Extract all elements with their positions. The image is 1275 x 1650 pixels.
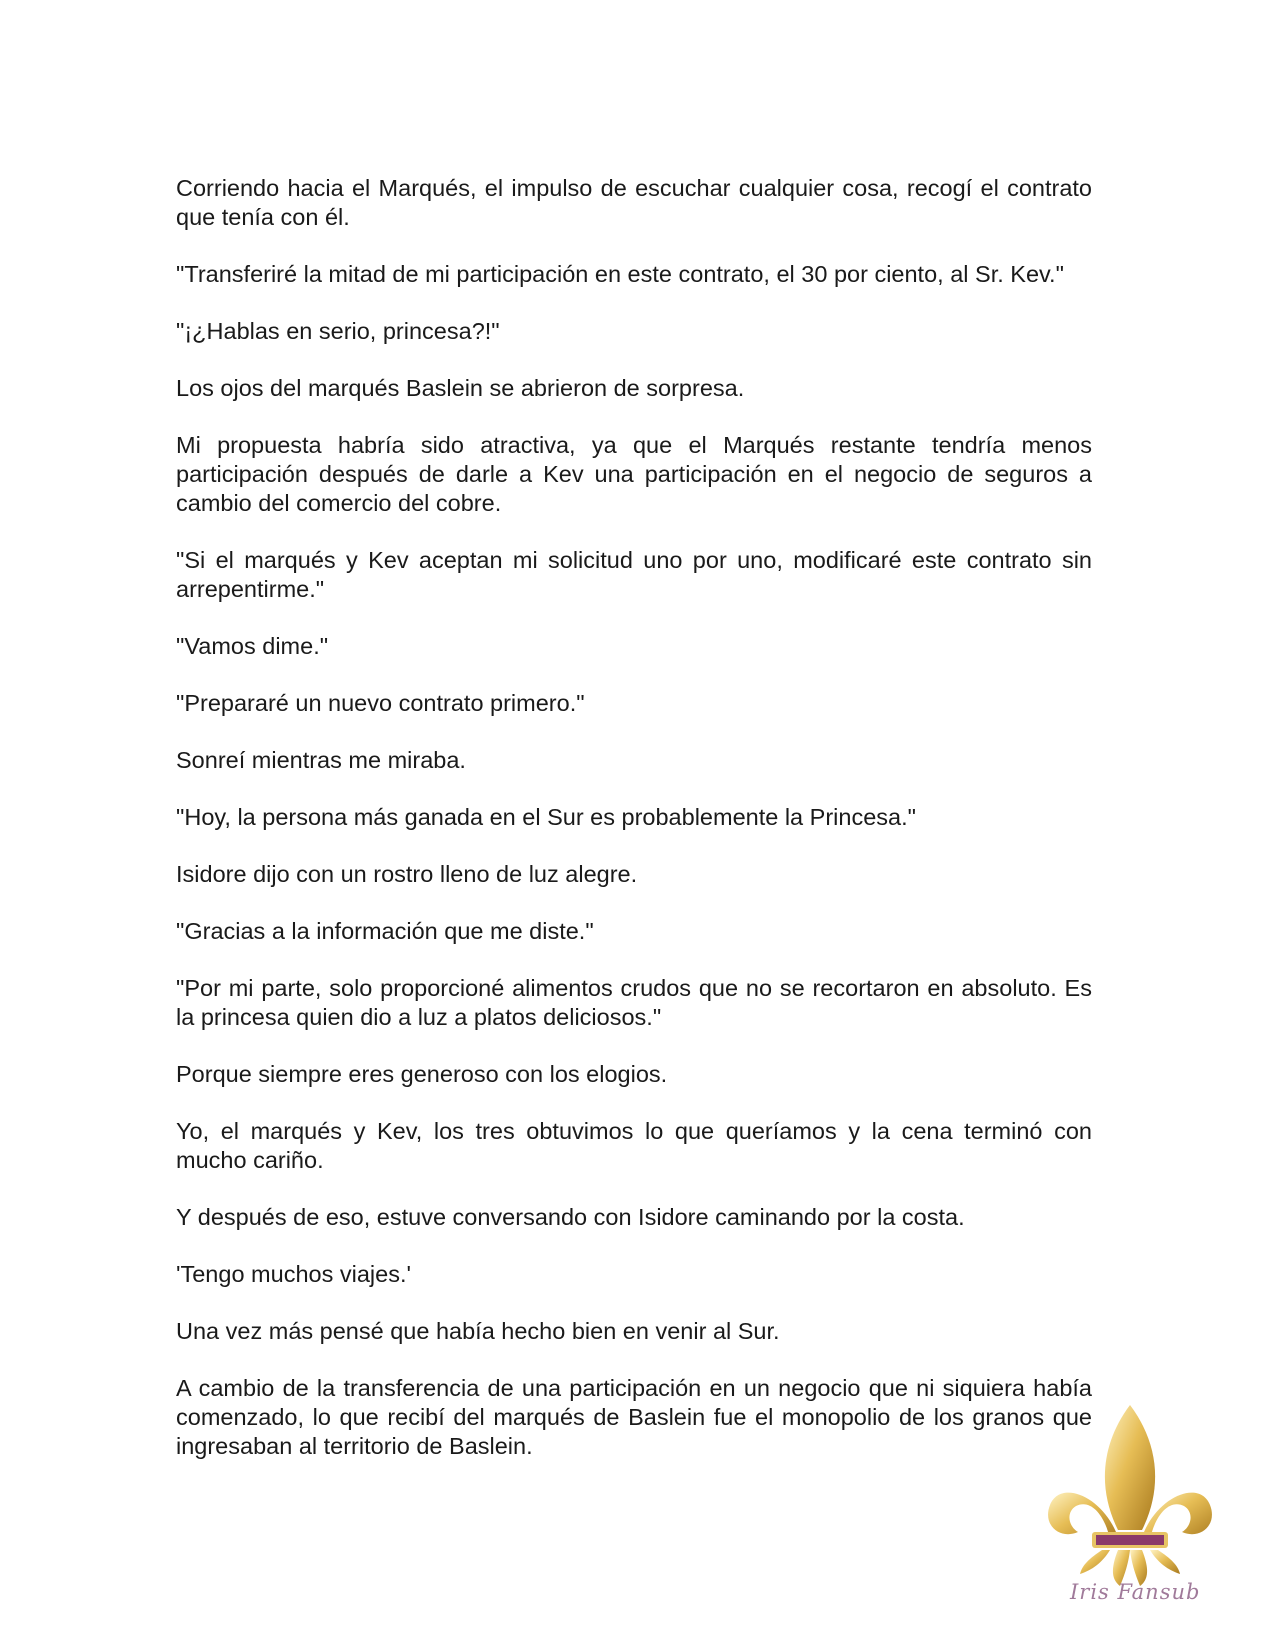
paragraph: Mi propuesta habría sido atractiva, ya que el Marqués restante tendría menos participación después de darle a Kev una participación en el negocio de seguros a cambio del comercio del cobre. xyxy=(176,432,1092,516)
paragraph: "Prepararé un nuevo contrato primero." xyxy=(176,690,585,716)
paragraph: "Hoy, la persona más ganada en el Sur es probablemente la Princesa." xyxy=(176,804,916,830)
paragraph: "Vamos dime." xyxy=(176,633,329,659)
paragraph: Sonreí mientras me miraba. xyxy=(176,747,466,773)
paragraph: Isidore dijo con un rostro lleno de luz alegre. xyxy=(176,861,638,887)
paragraph: Una vez más pensé que había hecho bien en venir al Sur. xyxy=(176,1318,780,1344)
watermark-text: Iris Fansub xyxy=(1070,1580,1201,1604)
paragraph: Los ojos del marqués Baslein se abrieron de sorpresa. xyxy=(176,375,745,401)
paragraph: Yo, el marqués y Kev, los tres obtuvimos lo que queríamos y la cena terminó con mucho cariño. xyxy=(176,1118,1092,1173)
paragraph: 'Tengo muchos viajes.' xyxy=(176,1261,411,1287)
paragraph: "Transferiré la mitad de mi participación en este contrato, el 30 por ciento, al Sr. Kev." xyxy=(176,261,1064,287)
paragraph: "Gracias a la información que me diste." xyxy=(176,918,594,944)
paragraph: Y después de eso, estuve conversando con Isidore caminando por la costa. xyxy=(176,1204,965,1230)
paragraph: A cambio de la transferencia de una participación en un negocio que ni siquiera había comenzado, lo que recibí del marqués de Baslein fue el monopolio de los granos que ingresaban al territorio de Baslein. xyxy=(176,1375,1092,1459)
paragraph: "Por mi parte, solo proporcioné alimentos crudos que no se recortaron en absoluto. Es la princesa quien dio a luz a platos deliciosos." xyxy=(176,975,1092,1030)
paragraph: "Si el marqués y Kev aceptan mi solicitud uno por uno, modificaré este contrato sin arrepentirme." xyxy=(176,547,1092,602)
paragraph: Corriendo hacia el Marqués, el impulso de escuchar cualquier cosa, recogí el contrato que tenía con él. xyxy=(176,175,1092,230)
document-body xyxy=(176,174,1092,1489)
paragraph: Porque siempre eres generoso con los elogios. xyxy=(176,1061,668,1087)
paragraph: "¡¿Hablas en serio, princesa?!" xyxy=(176,318,500,344)
